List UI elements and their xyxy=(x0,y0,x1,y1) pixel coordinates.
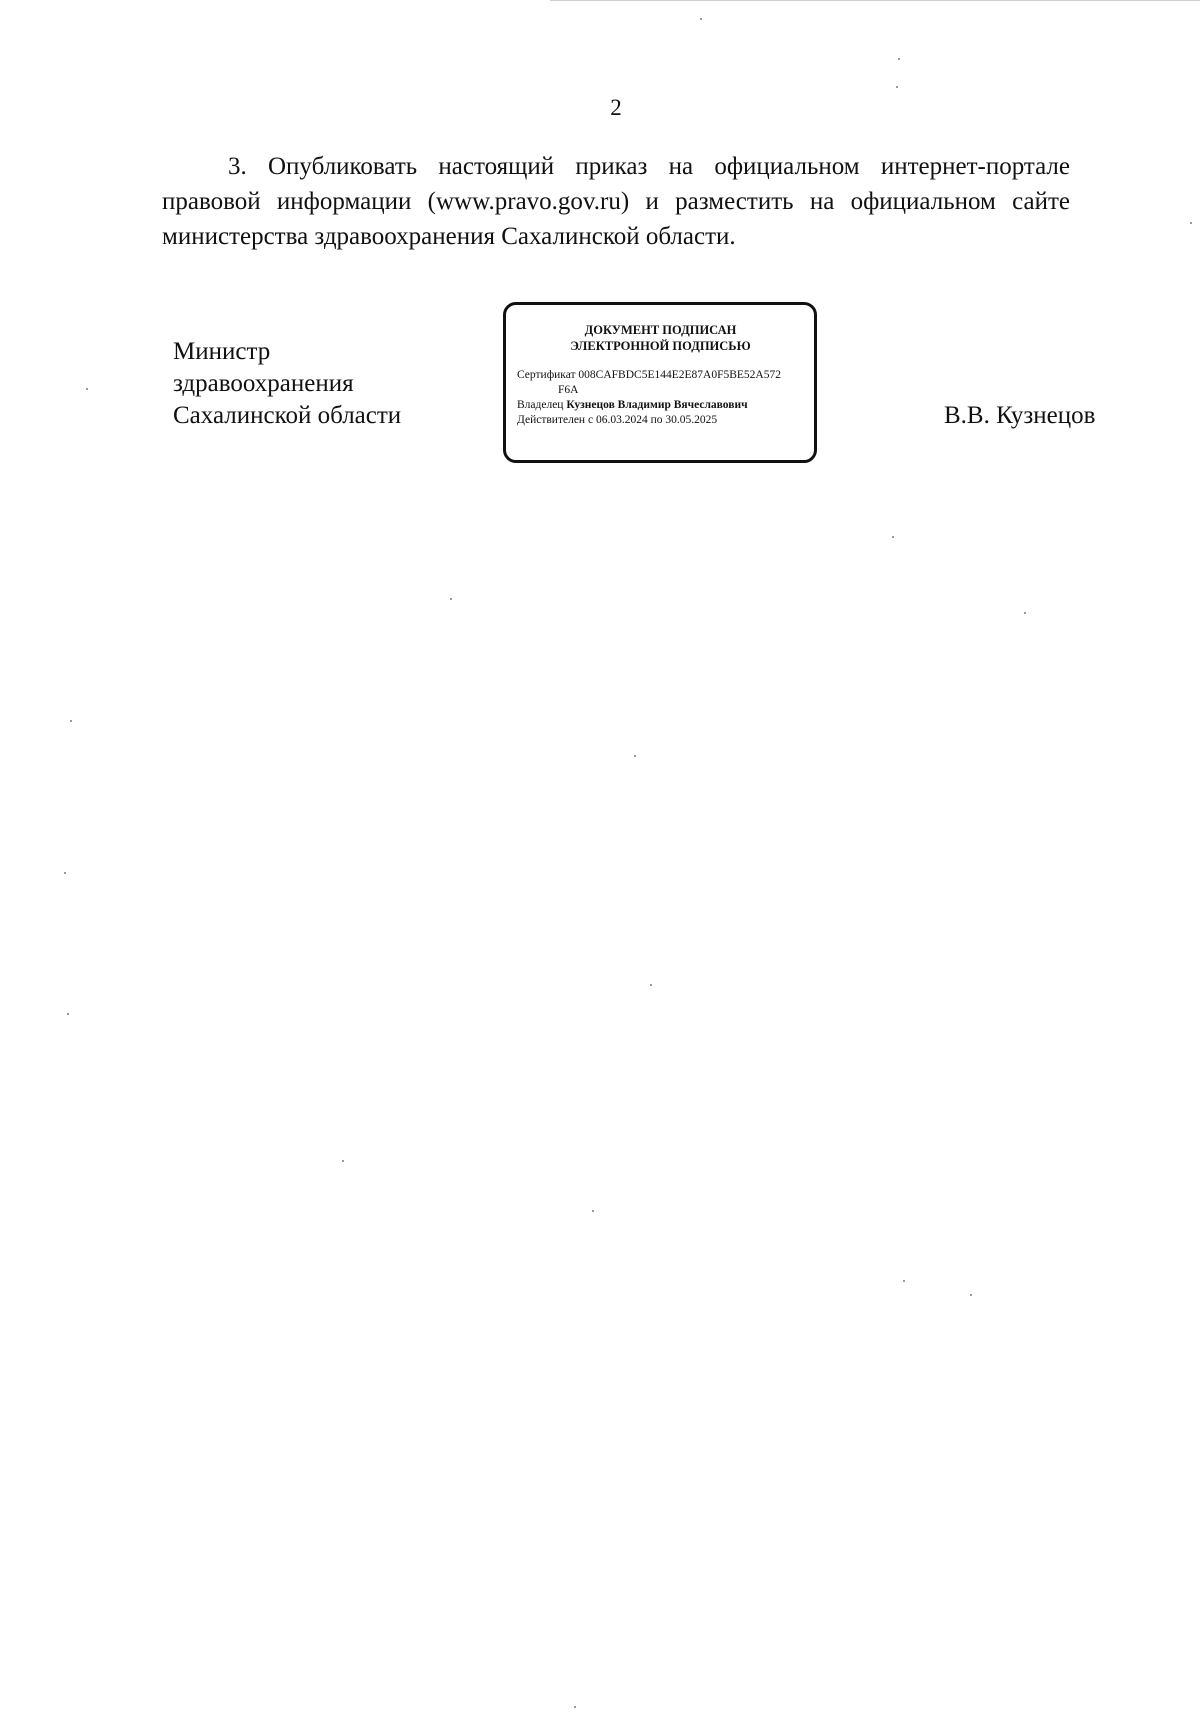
scan-edge-line xyxy=(550,0,1200,1)
scan-speck xyxy=(1190,222,1192,224)
scan-speck xyxy=(898,58,900,60)
scan-speck xyxy=(574,1706,576,1708)
stamp-owner-label: Владелец xyxy=(517,399,564,411)
scan-speck xyxy=(903,1280,905,1282)
signatory-position xyxy=(173,336,463,432)
scan-speck xyxy=(450,598,452,600)
page-number: 2 xyxy=(610,95,622,120)
stamp-validity: Действителен с 06.03.2024 по 30.05.2025 xyxy=(517,414,718,426)
body-paragraph: 3. Опубликовать настоящий приказ на официальном интернет-портале правовой информации (www.pravo.gov.ru) и разместить на официальном сайте министерства здравоохранения Сахалинской области. xyxy=(162,153,1070,250)
scan-speck xyxy=(650,984,652,986)
stamp-certificate-value: 008CAFBDC5E144E2E87A0F5BE52A572 xyxy=(578,369,781,381)
scan-speck xyxy=(67,1013,69,1015)
stamp-owner-row xyxy=(517,398,804,413)
signer-name: В.В. Кузнецов xyxy=(944,402,1096,429)
stamp-heading-line-2: ЭЛЕКТРОННОЙ ПОДПИСЬЮ xyxy=(570,339,751,353)
position-line-1: Министр xyxy=(173,338,271,365)
scan-speck xyxy=(86,388,88,390)
scan-speck xyxy=(700,18,702,20)
scan-speck xyxy=(896,86,898,88)
stamp-owner-value: Кузнецов Владимир Вячеславович xyxy=(566,399,748,411)
scan-speck xyxy=(70,720,72,722)
electronic-signature-stamp xyxy=(503,302,817,463)
stamp-heading-line-1: ДОКУМЕНТ ПОДПИСАН xyxy=(584,323,737,337)
scan-speck xyxy=(1024,612,1026,614)
stamp-certificate-row xyxy=(517,368,804,383)
scan-speck xyxy=(64,872,66,874)
scan-speck xyxy=(342,1160,344,1162)
position-line-3: Сахалинской области xyxy=(173,402,402,429)
stamp-certificate-continuation: F6A xyxy=(558,384,579,396)
position-line-2: здравоохранения xyxy=(173,370,354,397)
scan-speck xyxy=(592,1210,594,1212)
scan-speck xyxy=(970,1294,972,1296)
scan-speck xyxy=(634,755,636,757)
scan-speck xyxy=(892,536,894,538)
stamp-certificate-label: Сертификат xyxy=(517,369,576,381)
stamp-heading xyxy=(517,322,804,354)
